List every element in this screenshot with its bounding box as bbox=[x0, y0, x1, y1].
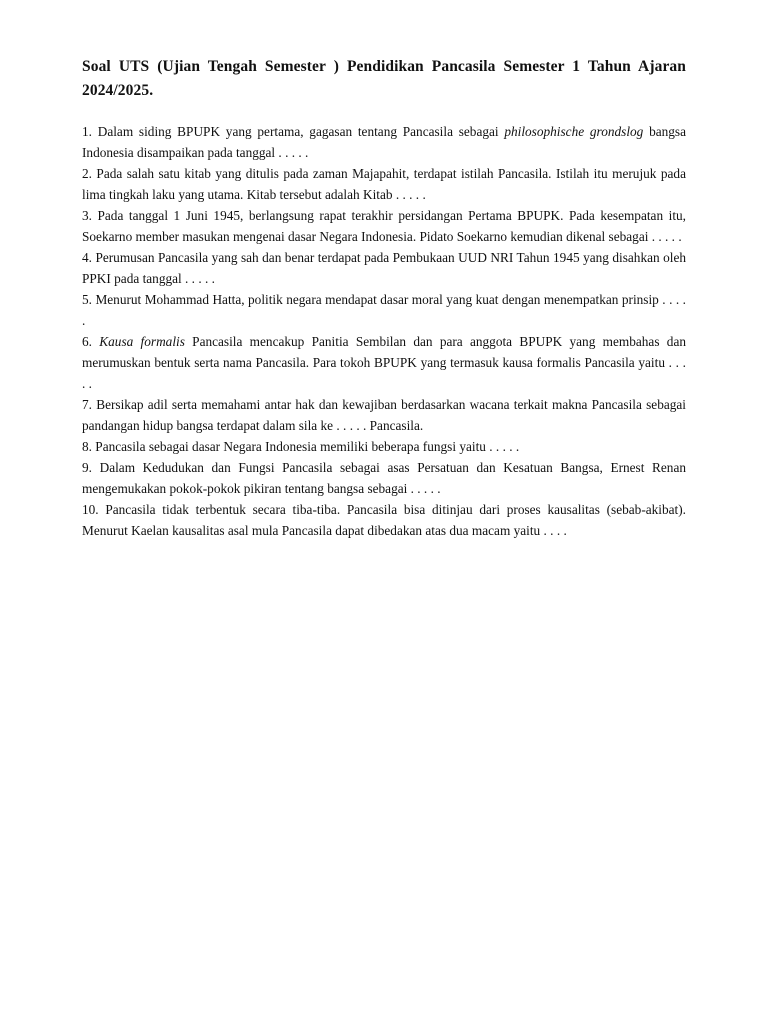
question-italic-term: philosophische grondslog bbox=[504, 124, 644, 139]
question-text: Pada tanggal 1 Juni 1945, berlangsung rapat terakhir persidangan Pertama BPUPK. Pada kesempatan itu, Soekarno member masukan mengenai dasar Negara Indonesia. Pidato Soekarno kemudian dikenal sebagai . . . . . bbox=[82, 208, 686, 244]
question-number: 6. bbox=[82, 334, 92, 349]
question-item bbox=[82, 394, 686, 436]
question-number: 3. bbox=[82, 208, 92, 223]
question-text-end: Pancasila mencakup Panitia Sembilan dan para anggota BPUPK yang membahas dan merumuskan bentuk serta nama Pancasila. Para tokoh BPUPK yang termasuk kausa formalis Pancasila yaitu . . . . . bbox=[82, 334, 686, 391]
question-text: Dalam Kedudukan dan Fungsi Pancasila sebagai asas Persatuan dan Kesatuan Bangsa, Ernest Renan mengemukakan pokok-pokok pikiran tentang bangsa sebagai . . . . . bbox=[82, 460, 686, 496]
question-number: 9. bbox=[82, 460, 92, 475]
question-text: Menurut Mohammad Hatta, politik negara mendapat dasar moral yang kuat dengan menempatkan prinsip . . . . . bbox=[82, 292, 686, 328]
question-number: 1. bbox=[82, 124, 92, 139]
question-text: Pancasila tidak terbentuk secara tiba-tiba. Pancasila bisa ditinjau dari proses kausalitas (sebab-akibat). Menurut Kaelan kausalitas asal mula Pancasila dapat dibedakan atas dua macam yaitu . . . . bbox=[82, 502, 686, 538]
question-number: 8. bbox=[82, 439, 92, 454]
question-item bbox=[82, 289, 686, 331]
question-item bbox=[82, 247, 686, 289]
question-item bbox=[82, 205, 686, 247]
question-italic-term: Kausa formalis bbox=[99, 334, 185, 349]
question-number: 2. bbox=[82, 166, 92, 181]
question-text: Perumusan Pancasila yang sah dan benar terdapat pada Pembukaan UUD NRI Tahun 1945 yang disahkan oleh PPKI pada tanggal . . . . . bbox=[82, 250, 686, 286]
question-text: Pada salah satu kitab yang ditulis pada zaman Majapahit, terdapat istilah Pancasila. Istilah itu merujuk pada lima tingkah laku yang utama. Kitab tersebut adalah Kitab . . . . . bbox=[82, 166, 686, 202]
question-text: Dalam siding BPUPK yang pertama, gagasan tentang Pancasila sebagai bbox=[91, 124, 505, 139]
question-text: Pancasila sebagai dasar Negara Indonesia memiliki beberapa fungsi yaitu . . . . . bbox=[91, 439, 520, 454]
question-number: 4. bbox=[82, 250, 92, 265]
question-text-end: bangsa Indonesia disampaikan pada tanggal . . . . . bbox=[82, 124, 686, 160]
question-item bbox=[82, 436, 686, 457]
question-item bbox=[82, 121, 686, 163]
question-item bbox=[82, 499, 686, 541]
question-list bbox=[82, 121, 686, 541]
question-number: 10. bbox=[82, 502, 99, 517]
question-number: 7. bbox=[82, 397, 92, 412]
question-item bbox=[82, 163, 686, 205]
question-text: Bersikap adil serta memahami antar hak dan kewajiban berdasarkan wacana terkait makna Pancasila sebagai pandangan hidup bangsa terdapat dalam sila ke . . . . . Pancasila. bbox=[82, 397, 686, 433]
question-item bbox=[82, 457, 686, 499]
question-number: 5. bbox=[82, 292, 92, 307]
document-title: Soal UTS (Ujian Tengah Semester ) Pendidikan Pancasila Semester 1 Tahun Ajaran 2024/2025. bbox=[82, 58, 686, 99]
question-item bbox=[82, 331, 686, 394]
